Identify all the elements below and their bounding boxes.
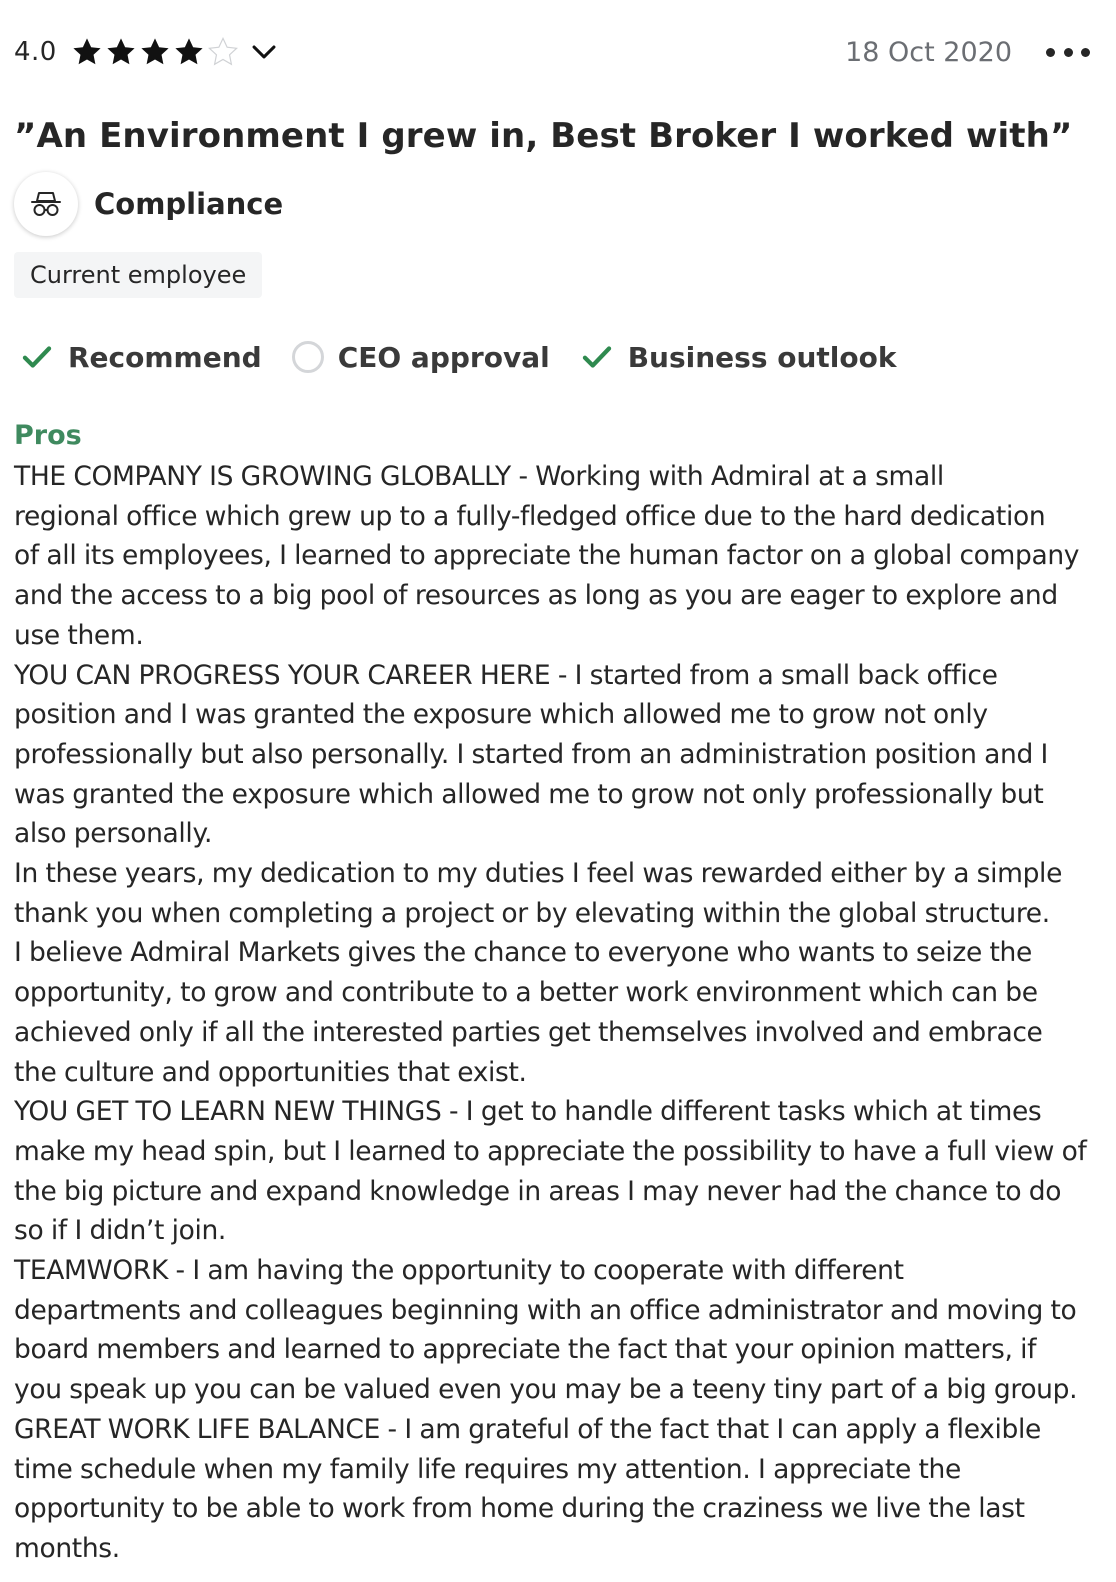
star-empty-icon: [207, 36, 239, 68]
pros-line: TEAMWORK - I am having the opportunity to cooperate with different: [14, 1255, 904, 1287]
check-icon: [20, 340, 54, 374]
pros-line: board members and learned to appreciate the fact that your opinion matters, if: [14, 1334, 1037, 1366]
reviewer-role: [14, 172, 283, 236]
more-options-icon[interactable]: [1046, 42, 1090, 62]
star-filled-icon: [105, 36, 137, 68]
indicator-label: CEO approval: [337, 340, 550, 374]
pros-line: and the access to a big pool of resources as long as you are eager to explore and: [14, 580, 1058, 612]
star-filled-icon: [173, 36, 205, 68]
ratings-indicators: [20, 340, 927, 374]
pros-line: In these years, my dedication to my duties I feel was rewarded either by a simple: [14, 858, 1063, 890]
pros-line: also personally.: [14, 818, 213, 850]
pros-line: regional office which grew up to a fully-fledged office due to the hard dedication: [14, 500, 1046, 532]
pros-line: THE COMPANY IS GROWING GLOBALLY - Working with Admiral at a small: [14, 461, 944, 492]
rating-value: 4.0: [14, 37, 57, 67]
pros-line: professionally but also personally. I started from an administration position and I: [14, 738, 1048, 770]
pros-line: departments and colleagues beginning with an office administrator and moving to: [14, 1294, 1077, 1326]
pros-line: months.: [14, 1532, 120, 1564]
incognito-icon: [14, 172, 78, 236]
pros-heading: Pros: [14, 420, 82, 451]
pros-line: achieved only if all the interested parties get themselves involved and embrace: [14, 1016, 1043, 1048]
star-rating: [71, 36, 239, 68]
pros-line: the big picture and expand knowledge in areas I may never had the chance to do: [14, 1175, 1062, 1207]
indicator-business-outlook: [580, 340, 897, 374]
role-name: Compliance: [94, 187, 284, 221]
pros-line: YOU CAN PROGRESS YOUR CAREER HERE - I started from a small back office: [14, 659, 998, 691]
pros-line: make my head spin, but I learned to appreciate the possibility to have a full view of: [14, 1135, 1087, 1167]
pros-line: you speak up you can be valued even you may be a teeny tiny part of a big group.: [14, 1374, 1078, 1406]
check-icon: [580, 340, 614, 374]
dot-icon: [1046, 48, 1055, 57]
review-title[interactable]: ”An Environment I grew in, Best Broker I worked with”: [14, 116, 1073, 156]
review-header: [14, 28, 1102, 76]
pros-line: of all its employees, I learned to appreciate the human factor on a global company: [14, 540, 1080, 572]
pros-text: [14, 457, 1106, 1569]
review-date: 18 Oct 2020: [845, 36, 1012, 68]
dot-icon: [1081, 48, 1090, 57]
indicator-recommend: [20, 340, 262, 374]
pros-line: was granted the exposure which allowed me to grow not only professionally but: [14, 778, 1044, 810]
pros-line: so if I didn’t join.: [14, 1215, 226, 1247]
pros-line: use them.: [14, 619, 144, 651]
star-filled-icon: [139, 36, 171, 68]
pros-line: GREAT WORK LIFE BALANCE - I am grateful of the fact that I can apply a flexible: [14, 1413, 1041, 1445]
pros-line: thank you when completing a project or by elevating within the global structure.: [14, 897, 1050, 929]
pros-line: YOU GET TO LEARN NEW THINGS - I get to handle different tasks which at times: [14, 1096, 1042, 1128]
employment-status-badge: Current employee: [14, 252, 262, 298]
dot-icon: [1064, 48, 1073, 57]
chevron-down-icon[interactable]: [247, 35, 281, 69]
indicator-label: Recommend: [68, 340, 262, 374]
circle-icon: [292, 341, 324, 373]
pros-line: opportunity to be able to work from home during the craziness we live the last: [14, 1493, 1025, 1525]
pros-line: the culture and opportunities that exist.: [14, 1056, 527, 1088]
star-filled-icon: [71, 36, 103, 68]
indicator-ceo-approval: [292, 341, 550, 374]
indicator-label: Business outlook: [627, 340, 897, 374]
pros-line: opportunity, to grow and contribute to a better work environment which can be: [14, 977, 1038, 1009]
pros-line: time schedule when my family life requires my attention. I appreciate the: [14, 1453, 961, 1485]
pros-line: I believe Admiral Markets gives the chance to everyone who wants to seize the: [14, 937, 1032, 969]
pros-line: position and I was granted the exposure which allowed me to grow not only: [14, 699, 988, 731]
